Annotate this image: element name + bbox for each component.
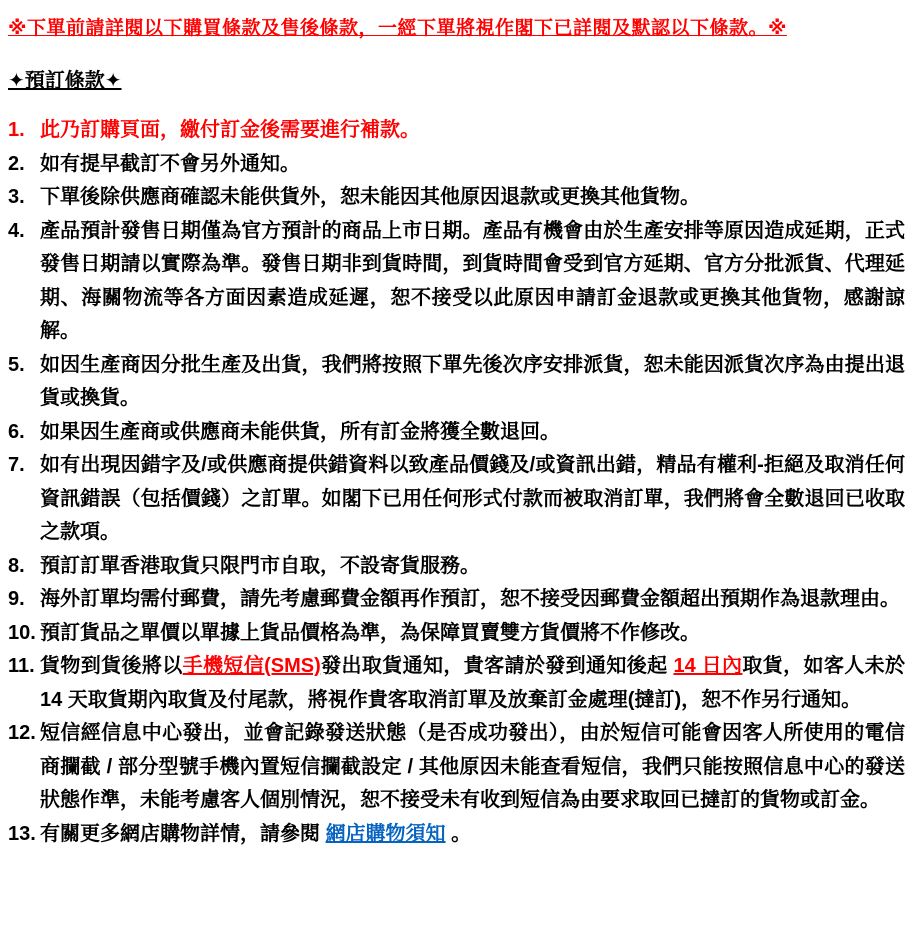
term-text xyxy=(40,583,905,617)
term-text xyxy=(40,215,905,349)
term-item-2 xyxy=(8,148,905,182)
term-text-segment: 取貨，如客人未於 14 天取貨期內取貨及付尾款，將視作貴客取消訂單及放棄訂金處理(撻訂)，恕不作另行通知。 xyxy=(40,655,906,711)
term-number: 5. xyxy=(8,353,25,376)
term-text-segment: 此乃訂購頁面，繳付訂金後需要進行補款。 xyxy=(40,119,420,141)
term-number: 11. xyxy=(8,655,35,677)
term-text xyxy=(40,550,905,584)
term-text xyxy=(40,617,905,651)
term-number: 12. xyxy=(8,722,36,744)
term-text-segment: 下單後除供應商確認未能供貨外，恕未能因其他原因退款或更換其他貨物。 xyxy=(40,186,700,208)
term-text xyxy=(40,349,905,416)
term-number: 7. xyxy=(8,454,25,476)
term-item-8 xyxy=(8,550,905,584)
term-number: 10. xyxy=(8,621,36,644)
term-item-7 xyxy=(8,449,905,550)
term-text-segment: 貨物到貨後將以 xyxy=(40,655,183,677)
term-item-4 xyxy=(8,215,905,349)
highlight-text: 14 日內 xyxy=(673,655,743,677)
term-text xyxy=(40,818,905,852)
term-text-segment: 預訂訂單香港取貨只限門市自取，不設寄貨服務。 xyxy=(40,554,480,577)
term-text xyxy=(40,449,905,550)
term-text-segment: 發出取貨通知，貴客請於發到通知後起 xyxy=(320,655,674,677)
term-item-10 xyxy=(8,617,905,651)
term-item-1 xyxy=(8,114,905,148)
term-text-segment: 有關更多網店購物詳情，請參閱 xyxy=(40,822,326,845)
term-text-segment: 短信經信息中心發出，並會記錄發送狀態（是否成功發出），由於短信可能會因客人所使用的電信商攔截 / 部分型號手機內置短信攔截設定 / 其他原因未能查看短信，我們只能按照信息中心的發送狀態作準，未能考慮客人個別情況，恕不接受未有收到短信為由要求取回已撻訂的貨物或訂金。 xyxy=(40,722,905,811)
term-text-segment: 。 xyxy=(445,822,472,845)
preorder-terms-heading: ✦預訂條款✦ xyxy=(8,70,122,92)
term-text xyxy=(40,717,905,818)
term-item-3 xyxy=(8,181,905,215)
term-number: 2. xyxy=(8,152,25,175)
term-item-9 xyxy=(8,583,905,617)
term-item-11 xyxy=(8,650,905,717)
term-item-12 xyxy=(8,717,905,818)
term-text xyxy=(40,650,905,717)
term-text-segment: 預訂貨品之單價以單據上貨品價格為準，為保障買賣雙方貨價將不作修改。 xyxy=(40,621,700,644)
term-text xyxy=(40,416,905,450)
term-text-segment: 如有出現因錯字及/或供應商提供錯資料以致產品價錢及/或資訊出錯，精品有權利-拒絕及取消任何資訊錯誤（包括價錢）之訂單。如閣下已用任何形式付款而被取消訂單，我們將會全數退回已收取之款項。 xyxy=(40,454,905,543)
term-number: 13. xyxy=(8,822,36,845)
term-number: 3. xyxy=(8,186,25,208)
term-number: 9. xyxy=(8,588,25,610)
term-item-13 xyxy=(8,818,905,852)
term-text xyxy=(40,181,905,215)
term-text-segment: 如果因生產商或供應商未能供貨，所有訂金將獲全數退回。 xyxy=(40,420,560,443)
term-text-segment: 海外訂單均需付郵費，請先考慮郵費金額再作預訂，恕不接受因郵費金額超出預期作為退款理由。 xyxy=(40,588,900,610)
term-number: 1. xyxy=(8,119,25,141)
term-number: 6. xyxy=(8,420,25,443)
term-item-5 xyxy=(8,349,905,416)
term-text-segment: 如因生產商因分批生產及出貨，我們將按照下單先後次序安排派貨，恕未能因派貨次序為由提出退貨或換貨。 xyxy=(40,353,905,409)
term-text-segment: 如有提早截訂不會另外通知。 xyxy=(40,152,300,175)
term-item-6 xyxy=(8,416,905,450)
term-number: 8. xyxy=(8,554,25,577)
term-text xyxy=(40,148,905,182)
highlight-text: 手機短信(SMS) xyxy=(182,655,321,677)
purchase-terms-notice-title: ※下單前請詳閱以下購買條款及售後條款，一經下單將視作閣下已詳閱及默認以下條款。※ xyxy=(8,18,787,39)
term-text-segment: 產品預計發售日期僅為官方預計的商品上市日期。產品有機會由於生產安排等原因造成延期，正式發售日期請以實際為準。發售日期非到貨時間，到貨時間會受到官方延期、官方分批派貨、代理延期、海關物流等各方面因素造成延遲，恕不接受以此原因申請訂金退款或更換其他貨物，感謝諒解。 xyxy=(40,219,905,342)
shop-guide-link[interactable]: 網店購物須知 xyxy=(325,822,446,845)
term-number: 4. xyxy=(8,219,25,242)
term-text xyxy=(40,114,905,148)
terms-list xyxy=(8,114,905,851)
